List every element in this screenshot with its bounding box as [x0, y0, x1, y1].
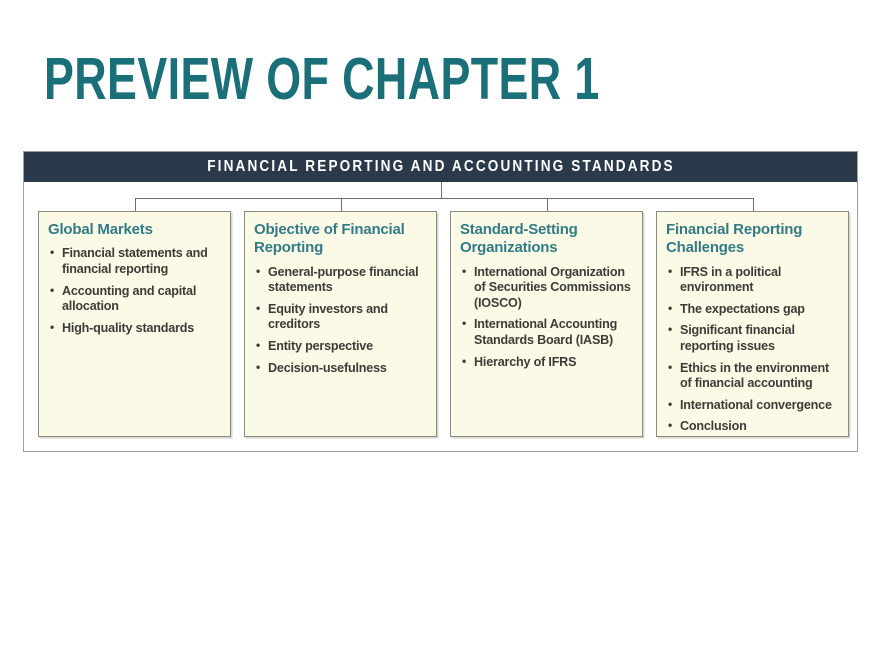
topic-box-objective-of-financial-reporting — [244, 211, 437, 437]
bullet-list — [48, 246, 223, 336]
bullet-list — [460, 265, 635, 371]
diagram-header-title: FINANCIAL REPORTING AND ACCOUNTING STANDARDS — [206, 158, 675, 175]
box-title: Objective of Financial Reporting — [254, 221, 405, 257]
connector-drop-box-4 — [753, 198, 754, 211]
chapter-overview-diagram — [23, 151, 858, 452]
connector-drop-box-1 — [135, 198, 136, 211]
list-item: • High-quality standards — [48, 321, 223, 337]
topic-box-global-markets — [38, 211, 231, 437]
list-item: • International convergence — [666, 398, 841, 414]
list-item: • Equity investors and creditors — [254, 302, 429, 333]
list-item: • International Organization of Securities Commissions (IOSCO) — [460, 265, 635, 312]
list-item: • Decision-usefulness — [254, 361, 429, 377]
connector-rail — [135, 198, 754, 199]
topic-box-standard-setting-organizations — [450, 211, 643, 437]
connector-drop-box-2 — [341, 198, 342, 211]
bullet-list — [666, 265, 841, 435]
list-item: • The expectations gap — [666, 302, 841, 318]
diagram-header-bar — [24, 152, 857, 182]
topic-box-financial-reporting-challenges — [656, 211, 849, 437]
box-title: Standard-Setting Organizations — [460, 221, 578, 257]
list-item: • Significant financial reporting issues — [666, 323, 841, 354]
list-item: • Conclusion — [666, 419, 841, 435]
connector-drop-box-3 — [547, 198, 548, 211]
list-item: • International Accounting Standards Board (IASB) — [460, 317, 635, 348]
list-item: • Entity perspective — [254, 339, 429, 355]
connector-stem — [441, 182, 442, 199]
box-title: Global Markets — [48, 221, 153, 238]
page-title: PREVIEW OF CHAPTER 1 — [44, 46, 600, 112]
list-item: • Accounting and capital allocation — [48, 284, 223, 315]
list-item: • IFRS in a political environment — [666, 265, 841, 296]
list-item: • Ethics in the environment of financial accounting — [666, 361, 841, 392]
list-item: • Hierarchy of IFRS — [460, 355, 635, 371]
list-item: • General-purpose financial statements — [254, 265, 429, 296]
box-title: Financial Reporting Challenges — [666, 221, 803, 257]
list-item: • Financial statements and financial reporting — [48, 246, 223, 277]
bullet-list — [254, 265, 429, 377]
